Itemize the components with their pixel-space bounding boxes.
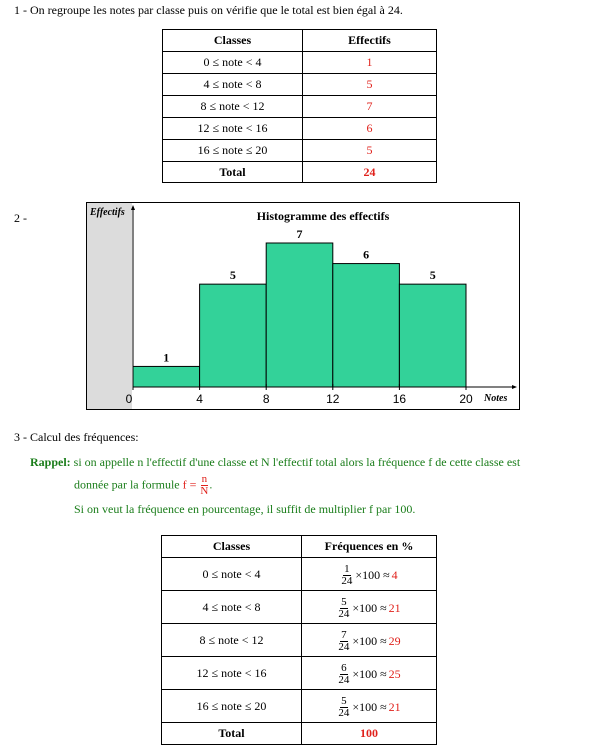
fraction	[340, 564, 353, 587]
chart-title: Histogramme des effectifs	[256, 209, 390, 223]
histogram-bar	[200, 284, 267, 387]
col-header-classes: Classes	[162, 536, 302, 558]
fraction-num: 7	[341, 629, 347, 641]
fraction	[337, 630, 350, 653]
fraction-num: 1	[344, 563, 350, 575]
class-cell: 16 ≤ note ≤ 20	[163, 140, 303, 162]
rappel-text1: si on appelle n l'effectif d'une classe et N l'effectif total alors la fréquence f de cette classe est	[73, 455, 521, 469]
section1-heading: 1 - On regroupe les notes par classe puis on vérifie que le total est bien égal à 24.	[14, 3, 403, 17]
x-axis-label: Notes	[484, 393, 508, 404]
effectifs-table	[162, 29, 437, 183]
fraction-num: 5	[341, 695, 347, 707]
rappel-label: Rappel:	[30, 455, 71, 469]
col-header-frequences: Fréquences en %	[302, 536, 437, 558]
total-label: Total	[163, 162, 303, 183]
formula-fraction	[199, 474, 209, 497]
effectif-cell: 7	[303, 96, 437, 118]
frequence-cell	[302, 624, 437, 657]
formula-den: N	[200, 485, 209, 497]
x-tick-label: 20	[459, 392, 473, 406]
histogram-bar	[133, 366, 200, 387]
table-row	[163, 140, 437, 162]
rappel-line1	[30, 455, 590, 470]
fraction	[337, 696, 350, 719]
section2-heading: 2 -	[14, 211, 27, 225]
fraction-den: 24	[341, 575, 353, 587]
fraction	[337, 663, 350, 686]
histogram-bar	[399, 284, 466, 387]
x-tick-label: 12	[326, 392, 340, 406]
table-row	[163, 96, 437, 118]
y-axis-label: Effectifs	[90, 207, 125, 218]
bar-value-label: 7	[296, 227, 303, 241]
table-row	[162, 624, 437, 657]
class-cell: 12 ≤ note < 16	[162, 657, 302, 690]
total-value: 100	[302, 723, 437, 745]
frequence-cell	[302, 558, 437, 591]
x-tick-label: 16	[392, 392, 407, 406]
class-cell: 12 ≤ note < 16	[163, 118, 303, 140]
operation-text: ×100 ≈	[352, 700, 387, 714]
bar-value-label: 6	[363, 247, 370, 262]
fraction-den: 24	[338, 641, 350, 653]
fraction-num: 6	[341, 662, 347, 674]
operation-text: ×100 ≈	[352, 601, 387, 615]
rappel-text2: donnée par la formule	[74, 477, 180, 492]
class-cell: 4 ≤ note < 8	[162, 591, 302, 624]
histogram-chart	[86, 202, 520, 410]
fraction-den: 24	[338, 608, 350, 620]
formula-lhs: f =	[182, 477, 200, 492]
table-row	[162, 690, 437, 723]
total-row	[162, 723, 437, 745]
x-tick-label: 8	[262, 392, 270, 406]
table-row	[163, 118, 437, 140]
frequence-cell	[302, 591, 437, 624]
class-cell: 4 ≤ note < 8	[163, 74, 303, 96]
total-row	[163, 162, 437, 183]
col-header-classes: Classes	[163, 30, 303, 52]
class-cell: 0 ≤ note < 4	[162, 558, 302, 591]
frequence-cell	[302, 690, 437, 723]
bar-value-label: 5	[229, 268, 236, 283]
x-tick-label: 0	[125, 392, 133, 406]
effectif-cell: 5	[303, 74, 437, 96]
histogram-bar	[333, 264, 400, 387]
formula-end: .	[209, 477, 213, 492]
frequences-table	[161, 535, 437, 745]
result-value: 29	[388, 634, 401, 648]
rappel-text3: Si on veut la fréquence en pourcentage, il suffit de multiplier f par 100.	[74, 502, 416, 516]
effectif-cell: 6	[303, 118, 437, 140]
class-cell: 16 ≤ note ≤ 20	[162, 690, 302, 723]
bar-value-label: 5	[429, 268, 436, 283]
bar-value-label: 1	[163, 350, 170, 365]
frequence-cell	[302, 657, 437, 690]
table-row	[162, 657, 437, 690]
class-cell: 8 ≤ note < 12	[163, 96, 303, 118]
table-row	[162, 558, 437, 591]
table-row	[162, 591, 437, 624]
operation-text: ×100 ≈	[355, 568, 390, 582]
operation-text: ×100 ≈	[352, 634, 387, 648]
y-axis-band	[87, 203, 132, 409]
col-header-effectifs: Effectifs	[303, 30, 437, 52]
table-row	[163, 52, 437, 74]
fraction-den: 24	[338, 674, 350, 686]
fraction-num: 5	[341, 596, 347, 608]
table-row	[163, 74, 437, 96]
total-value: 24	[303, 162, 437, 183]
effectif-cell: 1	[303, 52, 437, 74]
section3-heading: 3 - Calcul des fréquences:	[14, 430, 139, 444]
fraction	[337, 597, 350, 620]
result-value: 25	[388, 667, 401, 681]
result-value: 4	[391, 568, 398, 582]
formula-num: n	[201, 473, 208, 485]
class-cell: 8 ≤ note < 12	[162, 624, 302, 657]
rappel-line2	[74, 474, 212, 497]
class-cell: 0 ≤ note < 4	[163, 52, 303, 74]
total-label: Total	[162, 723, 302, 745]
result-value: 21	[388, 601, 401, 615]
effectif-cell: 5	[303, 140, 437, 162]
fraction-den: 24	[338, 707, 350, 719]
x-tick-label: 4	[196, 392, 203, 406]
result-value: 21	[388, 700, 401, 714]
operation-text: ×100 ≈	[352, 667, 387, 681]
histogram-bar	[266, 243, 333, 387]
